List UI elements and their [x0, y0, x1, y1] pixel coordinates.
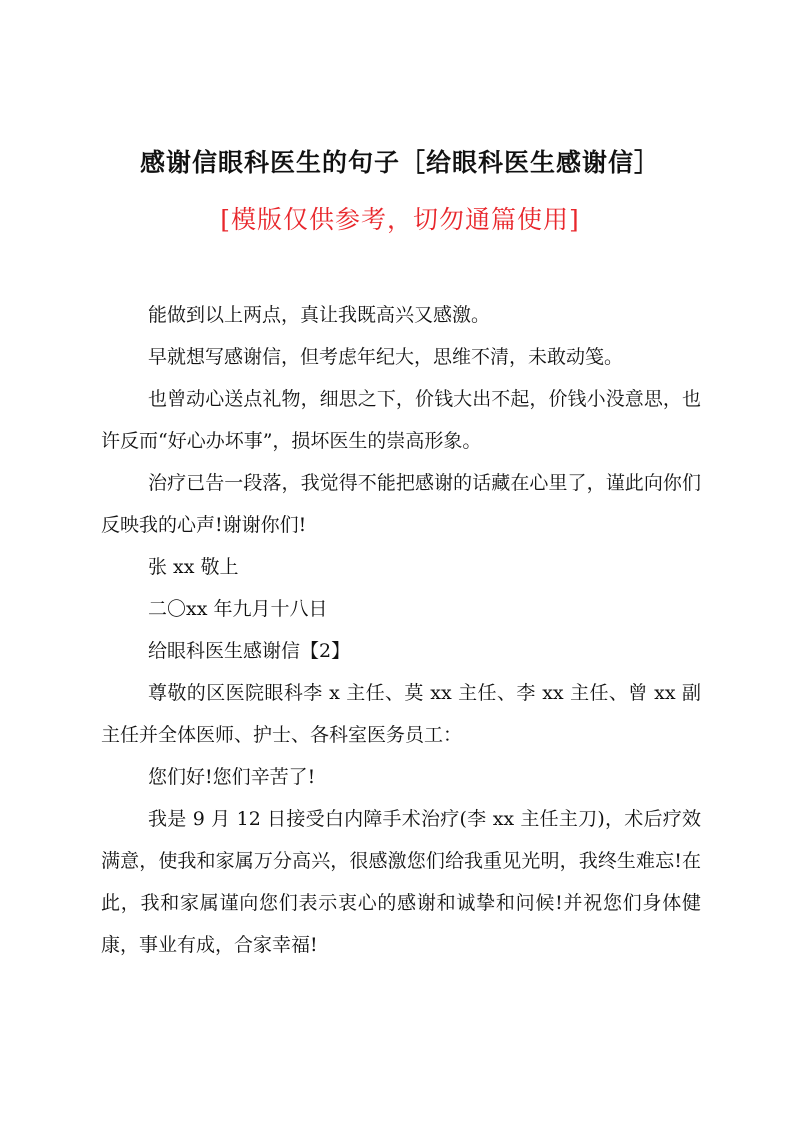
- signature-line: 张 xx 敬上: [148, 556, 239, 578]
- paragraph: 能做到以上两点，真让我既高兴又感激。: [148, 304, 491, 326]
- greeting: 您们好!您们辛苦了!: [148, 766, 316, 788]
- section-heading: 给眼科医生感谢信【2】: [148, 640, 351, 662]
- letter-body: [101, 294, 701, 966]
- paragraph: 也曾动心送点礼物，细思之下，价钱大出不起，价钱小没意思，也许反而“好心办坏事”，损坏医生的崇高形象。: [101, 388, 701, 452]
- salutation: 尊敬的区医院眼科李 x 主任、莫 xx 主任、李 xx 主任、曾 xx 副主任并全体医师、护士、各科室医务员工：: [101, 682, 701, 746]
- document-title: 感谢信眼科医生的句子［给眼科医生感谢信］: [139, 148, 660, 177]
- paragraph: 早就想写感谢信，但考虑年纪大，思维不清，未敢动笺。: [148, 346, 624, 368]
- paragraph: 我是 9 月 12 日接受白内障手术治疗(李 xx 主任主刀)，术后疗效满意，使我和家属万分高兴，很感激您们给我重见光明，我终生难忘!在此，我和家属谨向您们表示衷心的感谢和诚挚和问候!并祝您们身体健康，事业有成，合家幸福!: [101, 808, 701, 956]
- template-notice: [模版仅供参考，切勿通篇使用]: [220, 205, 580, 234]
- paragraph: 治疗已告一段落，我觉得不能把感谢的话藏在心里了，谨此向你们反映我的心声!谢谢你们!: [101, 472, 701, 536]
- date-line: 二〇xx 年九月十八日: [148, 598, 328, 620]
